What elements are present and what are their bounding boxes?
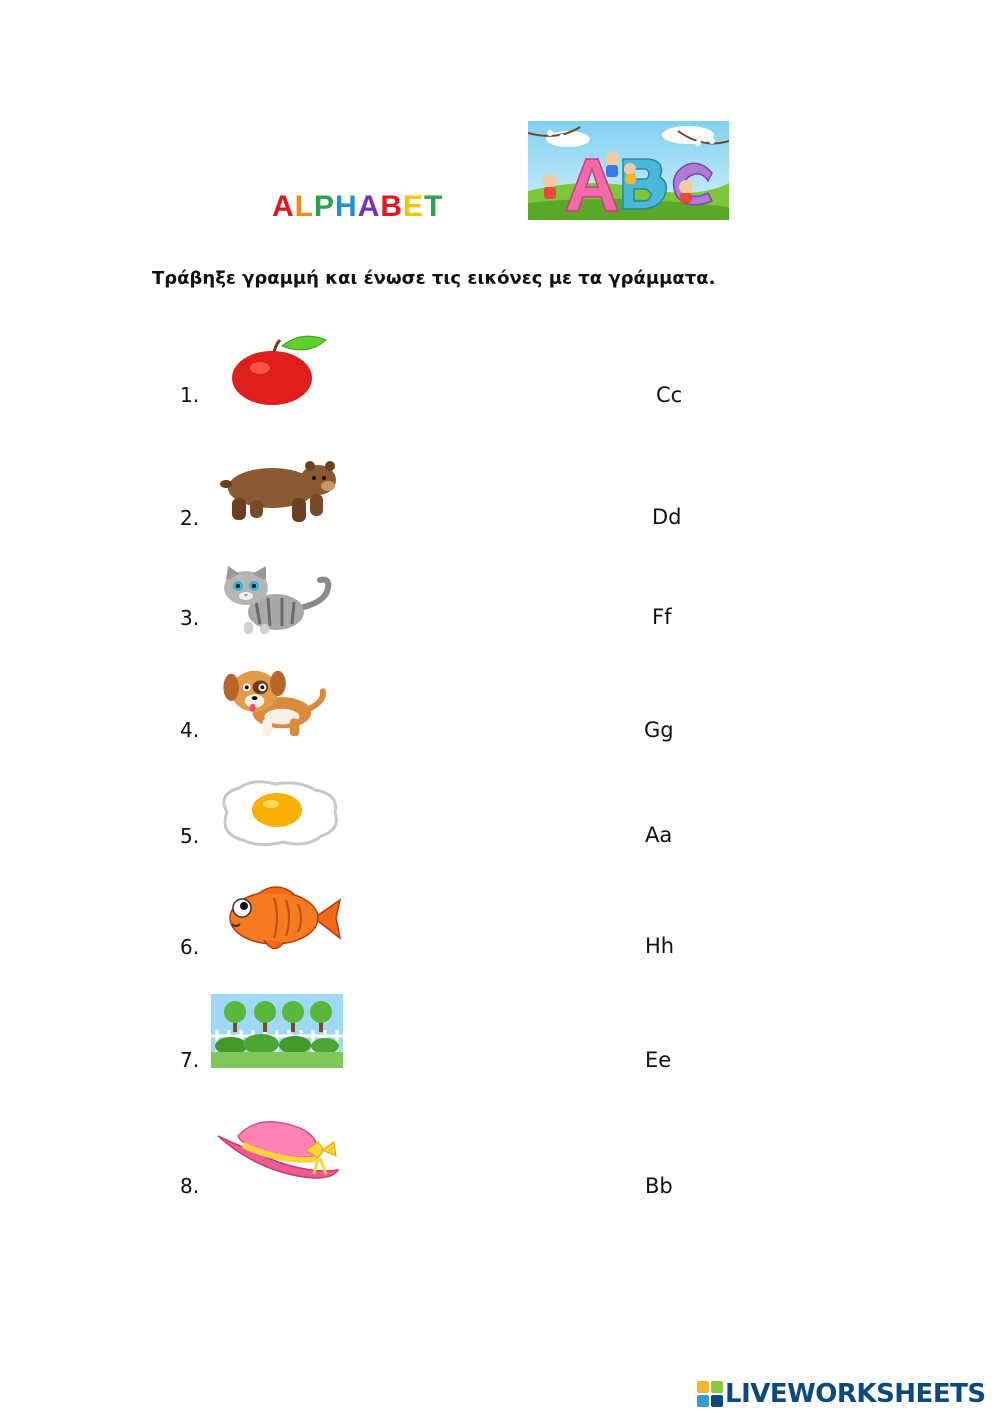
worksheet-title [272,190,443,224]
garden-icon [211,994,343,1068]
title-letter: T [424,190,444,223]
apple-picture[interactable] [216,330,346,408]
item-number: 1. [180,383,200,407]
letter-option[interactable]: Ff [652,605,672,629]
letter-option[interactable]: Ee [645,1048,672,1072]
letter-option[interactable]: Gg [644,718,674,742]
item-number: 7. [180,1048,200,1072]
letter-option[interactable]: Aa [645,823,673,847]
item-number: 6. [180,935,200,959]
hat-icon [214,1110,344,1188]
letter-option[interactable]: Bb [645,1174,673,1198]
egg-picture[interactable] [213,774,343,852]
abc-children-icon [528,121,729,220]
abc-banner-image [528,121,729,220]
fish-picture[interactable] [218,880,348,958]
letter-option[interactable]: Cc [656,383,683,407]
item-number: 3. [180,606,200,630]
dog-icon [212,662,342,740]
cat-picture[interactable] [216,562,346,640]
title-letter: A [357,190,381,223]
dog-picture[interactable] [212,662,342,740]
bear-picture[interactable] [210,448,340,526]
liveworksheets-logo [697,1377,986,1411]
item-number: 5. [180,824,200,848]
cat-icon [216,562,346,640]
title-letter: B [380,190,404,223]
title-letter: L [294,190,314,223]
title-letter: E [403,190,425,223]
letter-option[interactable]: Dd [652,505,682,529]
letter-option[interactable]: Hh [645,934,675,958]
liveworksheets-mark-icon [697,1381,723,1407]
egg-icon [213,774,343,852]
item-number: 8. [180,1174,200,1198]
garden-picture[interactable] [211,994,343,1068]
item-number: 4. [180,718,200,742]
fish-icon [218,880,348,958]
title-letter: H [335,190,358,223]
apple-icon [216,330,346,408]
instruction-text: Τράβηξε γραμμή και ένωσε τις εικόνες με τα γράμματα. [152,268,716,289]
hat-picture[interactable] [214,1110,344,1188]
logo-text: LIVEWORKSHEETS [725,1379,986,1409]
title-letter: P [314,190,336,223]
item-number: 2. [180,506,200,530]
bear-icon [210,448,340,526]
title-letter: A [272,190,295,223]
